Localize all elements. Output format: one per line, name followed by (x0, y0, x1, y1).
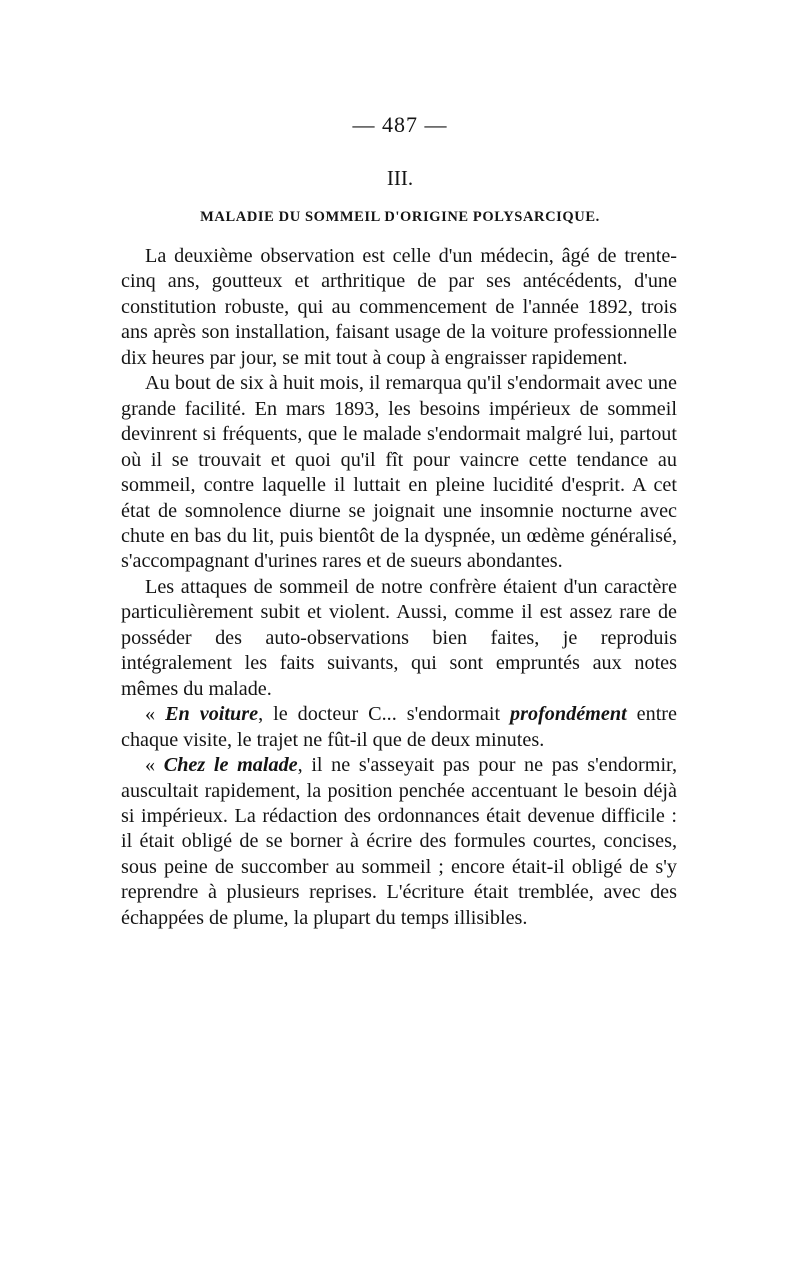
paragraph-1: La deuxième observation est celle d'un médecin, âgé de trente-cinq ans, goutteux et arthritique de par ses antécédents, d'une constitution robuste, qui au commencement de l'année 1892, trois ans après son installation, faisant usage de la voiture professionnelle dix heures par jour, se mit tout à coup à engraisser rapidement. (121, 245, 677, 369)
paragraph-5-rest: , il ne s'asseyait pas pour ne pas s'endormir, auscultait rapidement, la position penchée accentuant le besoin déjà si impérieux. La rédaction des ordonnances était devenue difficile : il était obligé de se borner à écrire des formules courtes, concises, sous peine de succomber au sommeil ; encore était-il obligé de s'y reprendre à plusieurs reprises. L'écriture était tremblée, avec des échappées de plume, la plupart du temps illisibles. (121, 754, 678, 929)
body-text (121, 244, 677, 931)
paragraph-3: Les attaques de sommeil de notre confrère étaient d'un caractère particulièrement subit et violent. Aussi, comme il est assez rare de posséder des auto-observations bien faites, je reproduis intégralement les faits suivants, qui sont empruntés aux notes mêmes du malade. (121, 575, 677, 700)
section-number: III. (386, 166, 414, 190)
paragraph-2: Au bout de six à huit mois, il remarqua qu'il s'endormait avec une grande facilité. En mars 1893, les besoins impérieux de sommeil devinrent si fréquents, que le malade s'endormait malgré lui, partout où il se trouvait et quoi qu'il fît pour vaincre cette tendance au sommeil, contre laquelle il luttait en pleine lucidité d'esprit. A cet état de somnolence diurne se joignait une insomnie nocturne avec chute en bas du lit, puis bientôt de la dyspnée, un œdème généralisé, s'accompagnant d'urines rares et de sueurs abondantes. (121, 372, 677, 573)
paragraph-5 (121, 753, 677, 931)
section-title: MALADIE DU SOMMEIL D'ORIGINE POLYSARCIQUE. (200, 209, 600, 225)
emphasis-en-voiture: En voiture (165, 703, 259, 726)
emphasis-chez-le-malade: Chez le malade (163, 754, 298, 777)
paragraph-4-mid: , le docteur C... s'endormait (258, 703, 511, 726)
quote-open: « (145, 703, 166, 726)
paragraph-4 (121, 702, 677, 753)
paragraph-4-rest: entre chaque visite, le trajet ne fût-il que de deux minutes. (121, 703, 677, 751)
emphasis-profondement: profondément (510, 703, 627, 726)
quote-open: « (145, 754, 164, 777)
page-number: — 487 — (352, 112, 448, 137)
